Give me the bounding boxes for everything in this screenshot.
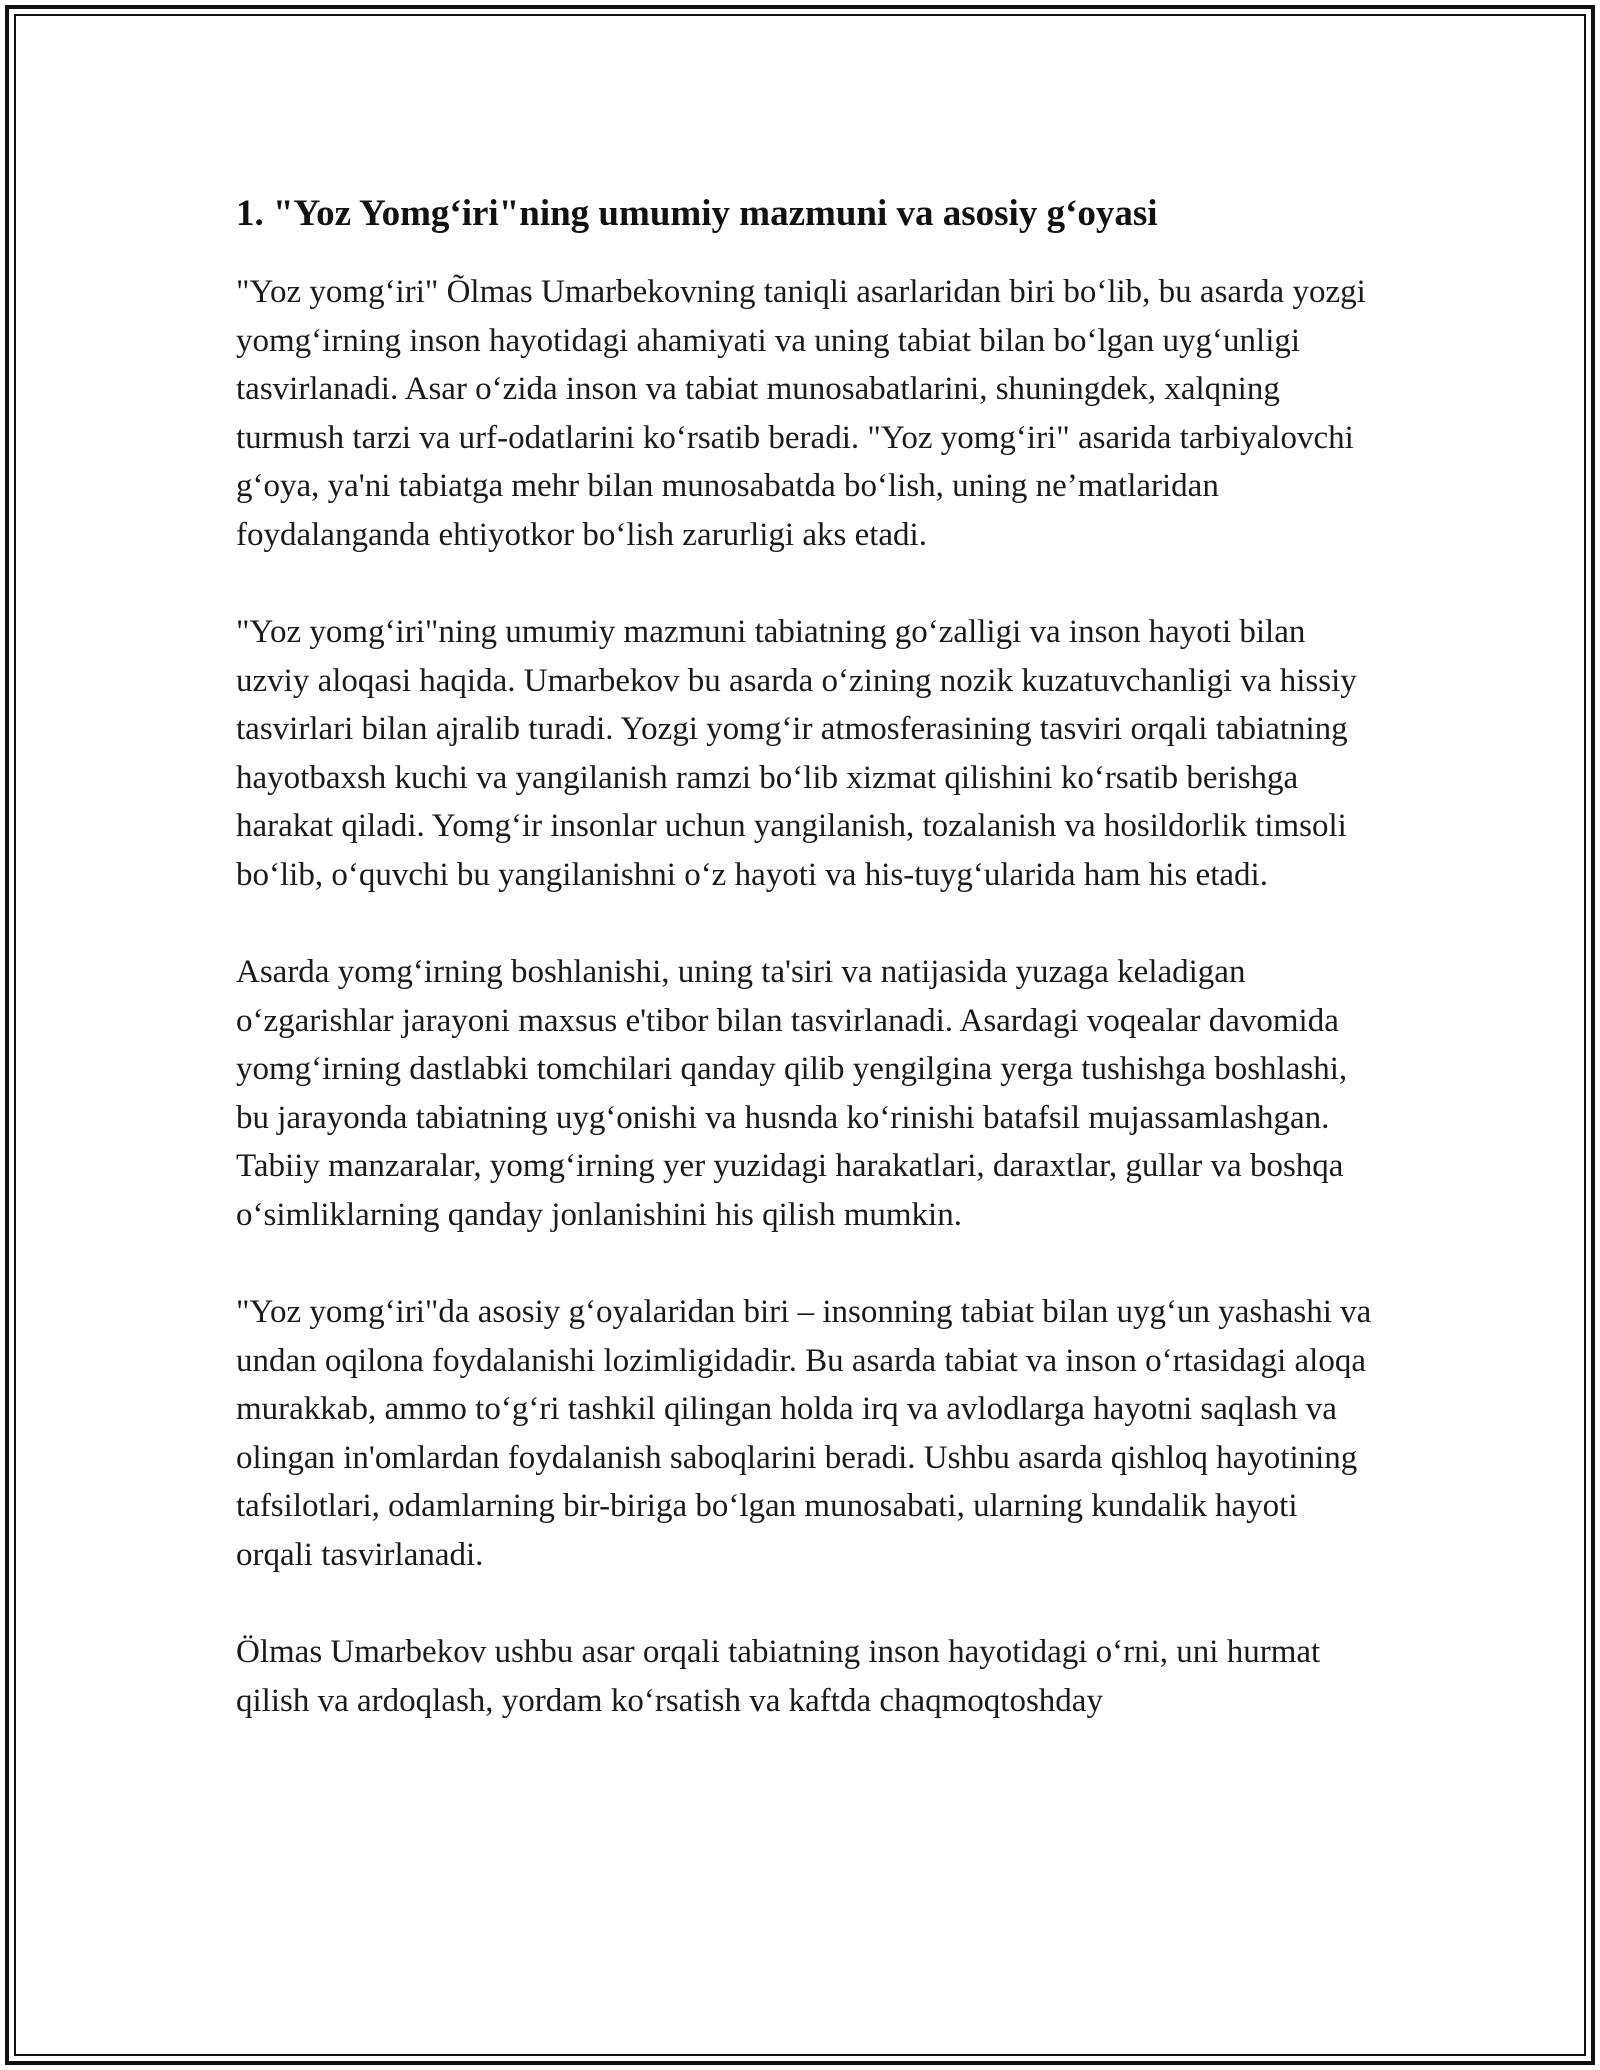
document-page bbox=[236, 186, 1376, 1725]
paragraph-4: "Yoz yomg‘iri"da asosiy g‘oyalaridan biri – insonning tabiat bilan uyg‘un yashashi va undan oqilona foydalanishi lozimligidadir. Bu asarda tabiat va inson o‘rtasidagi aloqa murakkab, ammo to‘g‘ri tashkil qilingan holda irq va avlodlarga hayotni saqlash va olingan in'omlardan foydalanish saboqlarini beradi. Ushbu asarda qishloq hayotining tafsilotlari, odamlarning bir-biriga bo‘lgan munosabati, ularning kundalik hayoti orqali tasvirlanadi. bbox=[236, 1294, 1372, 1573]
section-heading: 1. "Yoz Yomg‘iri"ning umumiy mazmuni va asosiy g‘oyasi bbox=[236, 193, 1158, 234]
paragraph-5: Ölmas Umarbekov ushbu asar orqali tabiatning inson hayotidagi o‘rni, uni hurmat qilish va ardoqlash, yordam ko‘rsatish va kaftda chaqmoqtoshday bbox=[236, 1634, 1321, 1719]
paragraph-3: Asarda yomg‘irning boshlanishi, uning ta'siri va natijasida yuzaga keladigan o‘zgarishlar jarayoni maxsus e'tibor bilan tasvirlanadi. Asardagi voqealar davomida yomg‘irning dastlabki tomchilari qanday qilib yengilgina yerga tushishga boshlashi, bu jarayonda tabiatning uyg‘onishi va husnda ko‘rinishi batafsil mujassamlashgan. Tabiiy manzaralar, yomg‘irning yer yuzidagi harakatlari, daraxtlar, gullar va boshqa o‘simliklarning qanday jonlanishini his qilish mumkin. bbox=[236, 954, 1348, 1233]
paragraph-2: "Yoz yomg‘iri"ning umumiy mazmuni tabiatning go‘zalligi va inson hayoti bilan uzviy aloqasi haqida. Umarbekov bu asarda o‘zining nozik kuzatuvchanligi va hissiy tasvirlari bilan ajralib turadi. Yozgi yomg‘ir atmosferasining tasviri orqali tabiatning hayotbaxsh kuchi va yangilanish ramzi bo‘lib xizmat qilishini ko‘rsatib berishga harakat qiladi. Yomg‘ir insonlar uchun yangilanish, tozalanish va hosildorlik timsoli bo‘lib, o‘quvchi bu yangilanishni o‘z hayoti va his-tuyg‘ularida ham his etadi. bbox=[236, 614, 1357, 893]
paragraph-1: "Yoz yomg‘iri" Õlmas Umarbekovning taniqli asarlaridan biri bo‘lib, bu asarda yozgi yomg‘irning inson hayotidagi ahamiyati va uning tabiat bilan bo‘lgan uyg‘unligi tasvirlanadi. Asar o‘zida inson va tabiat munosabatlarini, shuningdek, xalqning turmush tarzi va urf-odatlarini ko‘rsatib beradi. "Yoz yomg‘iri" asarida tarbiyalovchi g‘oya, ya'ni tabiatga mehr bilan munosabatda bo‘lish, uning ne’matlaridan foydalanganda ehtiyotkor bo‘lish zarurligi aks etadi. bbox=[236, 274, 1366, 553]
